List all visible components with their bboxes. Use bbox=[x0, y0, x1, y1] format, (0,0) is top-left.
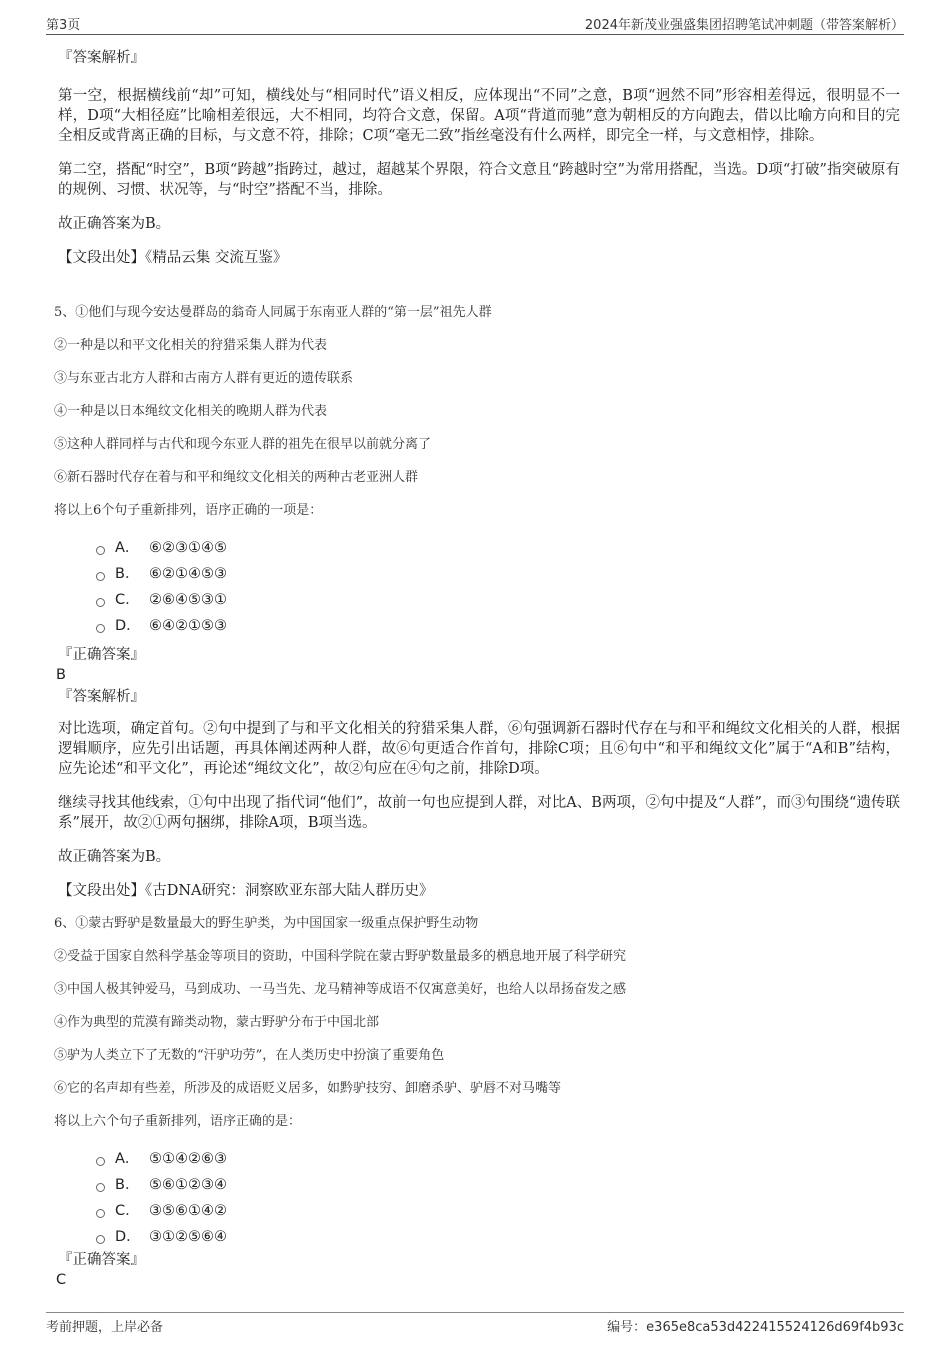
question-prompt: 将以上六个句子重新排列，语序正确的是： bbox=[54, 1114, 302, 1129]
analysis-paragraph: 继续寻找其他线索，①句中出现了指代词“他们”，故前一句也应提到人群，对比A、B两项，②句中提及“人群”，而③句围绕“遗传联系”展开，故②①两句捆绑，排除A项，B项当选。 bbox=[58, 795, 900, 831]
radio-icon[interactable] bbox=[96, 572, 105, 581]
question-line: 5、①他们与现今安达曼群岛的翁奇人同属于东南亚人群的“第一层”祖先人群 bbox=[54, 305, 492, 320]
analysis-paragraph: 对比选项，确定首句。②句中提到了与和平文化相关的狩猎采集人群，⑥句强调新石器时代存在与和平和绳纹文化相关的人群，根据逻辑顺序，应先引出话题，再具体阐述两种人群，故⑥句更适合作首句，排除C项；且⑥句中“和平和绳纹文化”属于“A和B”结构，应先论述“和平文化”，再论述“绳纹文化”，故②句应在④句之前，排除D项。 bbox=[58, 721, 900, 777]
analysis-label: 『答案解析』 bbox=[58, 689, 145, 705]
question-line: ④一种是以日本绳纹文化相关的晚期人群为代表 bbox=[54, 404, 328, 419]
question-line: ④作为典型的荒漠有蹄类动物，蒙古野驴分布于中国北部 bbox=[54, 1015, 380, 1030]
source-note: 【文段出处】《古DNA研究：洞察欧亚东部大陆人群历史》 bbox=[58, 883, 434, 899]
analysis-paragraph: 第一空，根据横线前“却”可知，横线处与“相同时代”语义相反，应体现出“不同”之意，B项“迥然不同”形容相差得远，很明显不一样，D项“大相径庭”比喻相差很远，大不相同，均符合文意，保留。A项“背道而驰”意为朝相反的方向跑去，借以比喻方向和目的完全相反或背离正确的目标，与文意不符，排除；C项“毫无二致”指丝毫没有什么两样，即完全一样，与文意相悖，排除。 bbox=[58, 88, 900, 144]
question-line: 6、①蒙古野驴是数量最大的野生驴类，为中国国家一级重点保护野生动物 bbox=[54, 916, 479, 931]
radio-icon[interactable] bbox=[96, 598, 105, 607]
analysis-label: 『答案解析』 bbox=[58, 50, 145, 66]
option-d[interactable] bbox=[96, 1224, 900, 1250]
question-5 bbox=[54, 304, 900, 901]
question-line: ②受益于国家自然科学基金等项目的资助，中国科学院在蒙古野驴数量最多的栖息地开展了科学研究 bbox=[54, 949, 627, 964]
analysis-paragraph: 故正确答案为B。 bbox=[58, 849, 171, 865]
option-text: ⑤⑥①②③④ bbox=[149, 1177, 227, 1193]
document-title: 2024年新茂业强盛集团招聘笔试冲刺题（带答案解析） bbox=[584, 18, 904, 33]
option-list bbox=[96, 1146, 900, 1250]
question-line: ③与东亚古北方人群和古南方人群有更近的遗传联系 bbox=[54, 371, 354, 386]
option-text: ⑥②③①④⑤ bbox=[149, 540, 227, 556]
footer-slogan: 考前押题，上岸必备 bbox=[46, 1320, 164, 1335]
option-text: ②⑥④⑤③① bbox=[149, 592, 227, 608]
correct-answer-label: 『正确答案』 bbox=[58, 647, 145, 663]
radio-icon[interactable] bbox=[96, 1209, 105, 1218]
option-c[interactable] bbox=[96, 1198, 900, 1224]
question-line: ⑥新石器时代存在着与和平和绳纹文化相关的两种古老亚洲人群 bbox=[54, 470, 419, 485]
page-number: 第3页 bbox=[46, 18, 81, 33]
option-letter: D． bbox=[115, 618, 141, 634]
correct-answer-label: 『正确答案』 bbox=[58, 1252, 145, 1268]
option-text: ⑤①④②⑥③ bbox=[149, 1151, 227, 1167]
page-footer bbox=[46, 1312, 904, 1335]
document-id: 编号：e365e8ca53d422415524126d69f4b93c bbox=[607, 1320, 904, 1335]
correct-answer: B bbox=[56, 667, 66, 683]
option-letter: B． bbox=[115, 566, 140, 582]
document-body bbox=[54, 48, 900, 1292]
option-a[interactable] bbox=[96, 535, 900, 561]
option-letter: C． bbox=[115, 1203, 140, 1219]
option-b[interactable] bbox=[96, 561, 900, 587]
option-letter: A． bbox=[115, 540, 140, 556]
question-line: ⑤驴为人类立下了无数的“汗驴功劳”，在人类历史中扮演了重要角色 bbox=[54, 1048, 445, 1063]
question-line: ②一种是以和平文化相关的狩猎采集人群为代表 bbox=[54, 338, 328, 353]
radio-icon[interactable] bbox=[96, 546, 105, 555]
option-list bbox=[96, 535, 900, 639]
option-text: ⑥④②①⑤③ bbox=[149, 618, 227, 634]
page-header bbox=[46, 14, 904, 35]
question-6 bbox=[54, 915, 900, 1290]
option-letter: B． bbox=[115, 1177, 140, 1193]
analysis-paragraph: 故正确答案为B。 bbox=[58, 216, 171, 232]
source-note: 【文段出处】《精品云集 交流互鉴》 bbox=[58, 250, 288, 266]
option-text: ③①②⑤⑥④ bbox=[149, 1229, 227, 1245]
correct-answer: C bbox=[56, 1272, 67, 1288]
option-text: ⑥②①④⑤③ bbox=[149, 566, 227, 582]
option-text: ③⑤⑥①④② bbox=[149, 1203, 227, 1219]
question-prompt: 将以上6个句子重新排列，语序正确的一项是： bbox=[54, 503, 323, 518]
option-letter: D． bbox=[115, 1229, 141, 1245]
analysis-paragraph: 第二空，搭配“时空”，B项“跨越”指跨过，越过，超越某个界限，符合文意且“跨越时空”为常用搭配，当选。D项“打破”指突破原有的规例、习惯、状况等，与“时空”搭配不当，排除。 bbox=[58, 162, 900, 198]
question-line: ⑥它的名声却有些差，所涉及的成语贬义居多，如黔驴技穷、卸磨杀驴、驴唇不对马嘴等 bbox=[54, 1081, 562, 1096]
radio-icon[interactable] bbox=[96, 624, 105, 633]
option-letter: A． bbox=[115, 1151, 140, 1167]
option-d[interactable] bbox=[96, 613, 900, 639]
option-letter: C． bbox=[115, 592, 140, 608]
option-c[interactable] bbox=[96, 587, 900, 613]
radio-icon[interactable] bbox=[96, 1235, 105, 1244]
radio-icon[interactable] bbox=[96, 1183, 105, 1192]
radio-icon[interactable] bbox=[96, 1157, 105, 1166]
question-line: ③中国人极其钟爱马，马到成功、一马当先、龙马精神等成语不仅寓意美好，也给人以昂扬奋发之感 bbox=[54, 982, 627, 997]
option-b[interactable] bbox=[96, 1172, 900, 1198]
option-a[interactable] bbox=[96, 1146, 900, 1172]
question-line: ⑤这种人群同样与古代和现今东亚人群的祖先在很早以前就分离了 bbox=[54, 437, 432, 452]
